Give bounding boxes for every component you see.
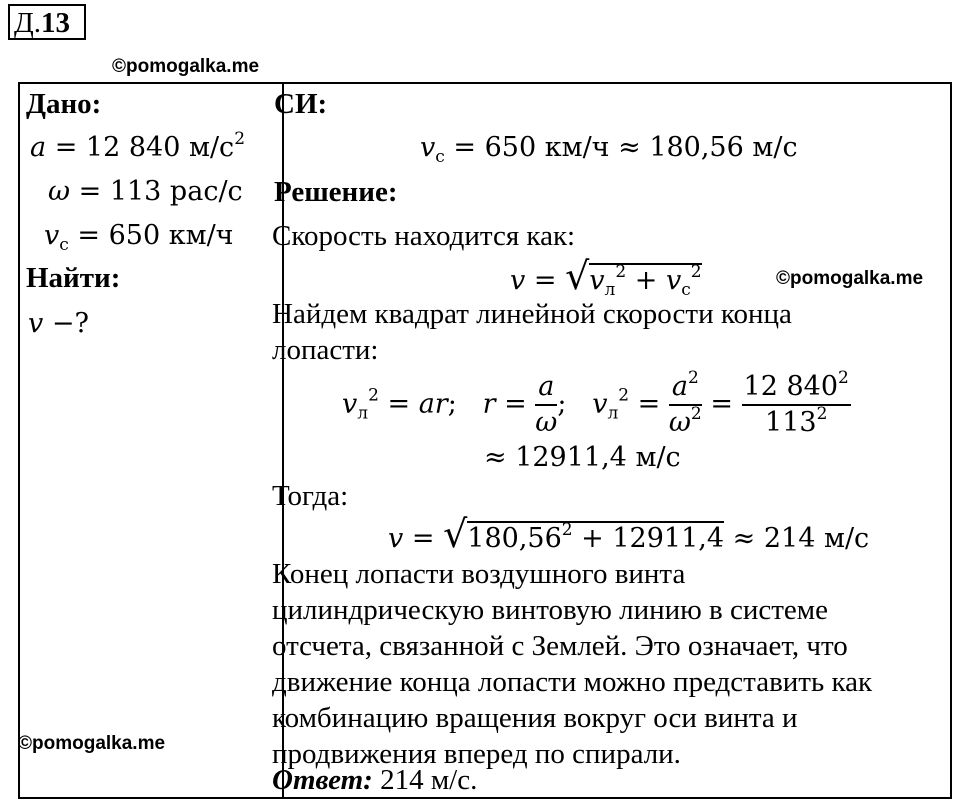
- find-line: v −?: [28, 308, 89, 339]
- si-title: СИ:: [274, 88, 328, 120]
- watermark-middle: ©pomogalka.me: [776, 268, 924, 289]
- text-line-4: движение конца лопасти можно представить как: [272, 666, 873, 698]
- formula-speed: $v = √v_л^2 + v_с^2$: [510, 254, 702, 300]
- given-title: Дано:: [26, 88, 102, 120]
- formula-linear-result: ≈ 12911,4 м/с: [484, 442, 681, 473]
- solution-p2-line2: лопасти:: [272, 334, 379, 366]
- formula-result: $v = √180,56^2 + 12911,4 \approx 214$ м/с: [388, 512, 870, 556]
- problem-prefix: Д.: [14, 7, 42, 39]
- watermark-top: ©pomogalka.me: [112, 56, 260, 77]
- text-line-2: цилиндрическую винтовую линию в системе: [272, 594, 829, 626]
- text-line-5: комбинацию вращения вокруг оси винта и: [272, 702, 798, 734]
- answer-value: 214 м/с.: [380, 764, 478, 796]
- text-line-1: Конец лопасти воздушного винта: [272, 558, 686, 590]
- si-line: $v_с = 650$ км/ч ≈ 180,56 м/с: [420, 132, 798, 167]
- solution-table: [18, 82, 952, 799]
- text-line-6: продвижения вперед по спирали.: [272, 738, 681, 770]
- given-a: a = 12 840 $м/с^2$: [30, 129, 246, 163]
- solution-title: Решение:: [274, 176, 398, 208]
- text-line-3: отсчета, связанной с Землей. Это означает, что: [272, 630, 848, 662]
- answer-label: Ответ:: [272, 764, 373, 796]
- watermark-bottom: ©pomogalka.me: [18, 733, 166, 754]
- solution-p2-line1: Найдем квадрат линейной скорости конца: [272, 298, 792, 330]
- solution-p3: Тогда:: [272, 480, 349, 512]
- answer-line: [272, 762, 477, 798]
- solution-p1: Скорость находится как:: [272, 220, 576, 252]
- given-v: $v_с = 650$ км/ч: [44, 220, 234, 255]
- find-title: Найти:: [26, 262, 121, 294]
- given-omega: ω = 113 рас/с: [48, 176, 243, 207]
- problem-label: [8, 4, 86, 40]
- problem-number: 13: [41, 7, 71, 39]
- formula-linear-speed: $v_л^2$ = ar; r = $\frac{a}{\omega}$ ; $v_л^2$ = $\frac{a^2}{\omega^2}$ = $\frac{12 840^2}{113^2}$: [342, 368, 849, 438]
